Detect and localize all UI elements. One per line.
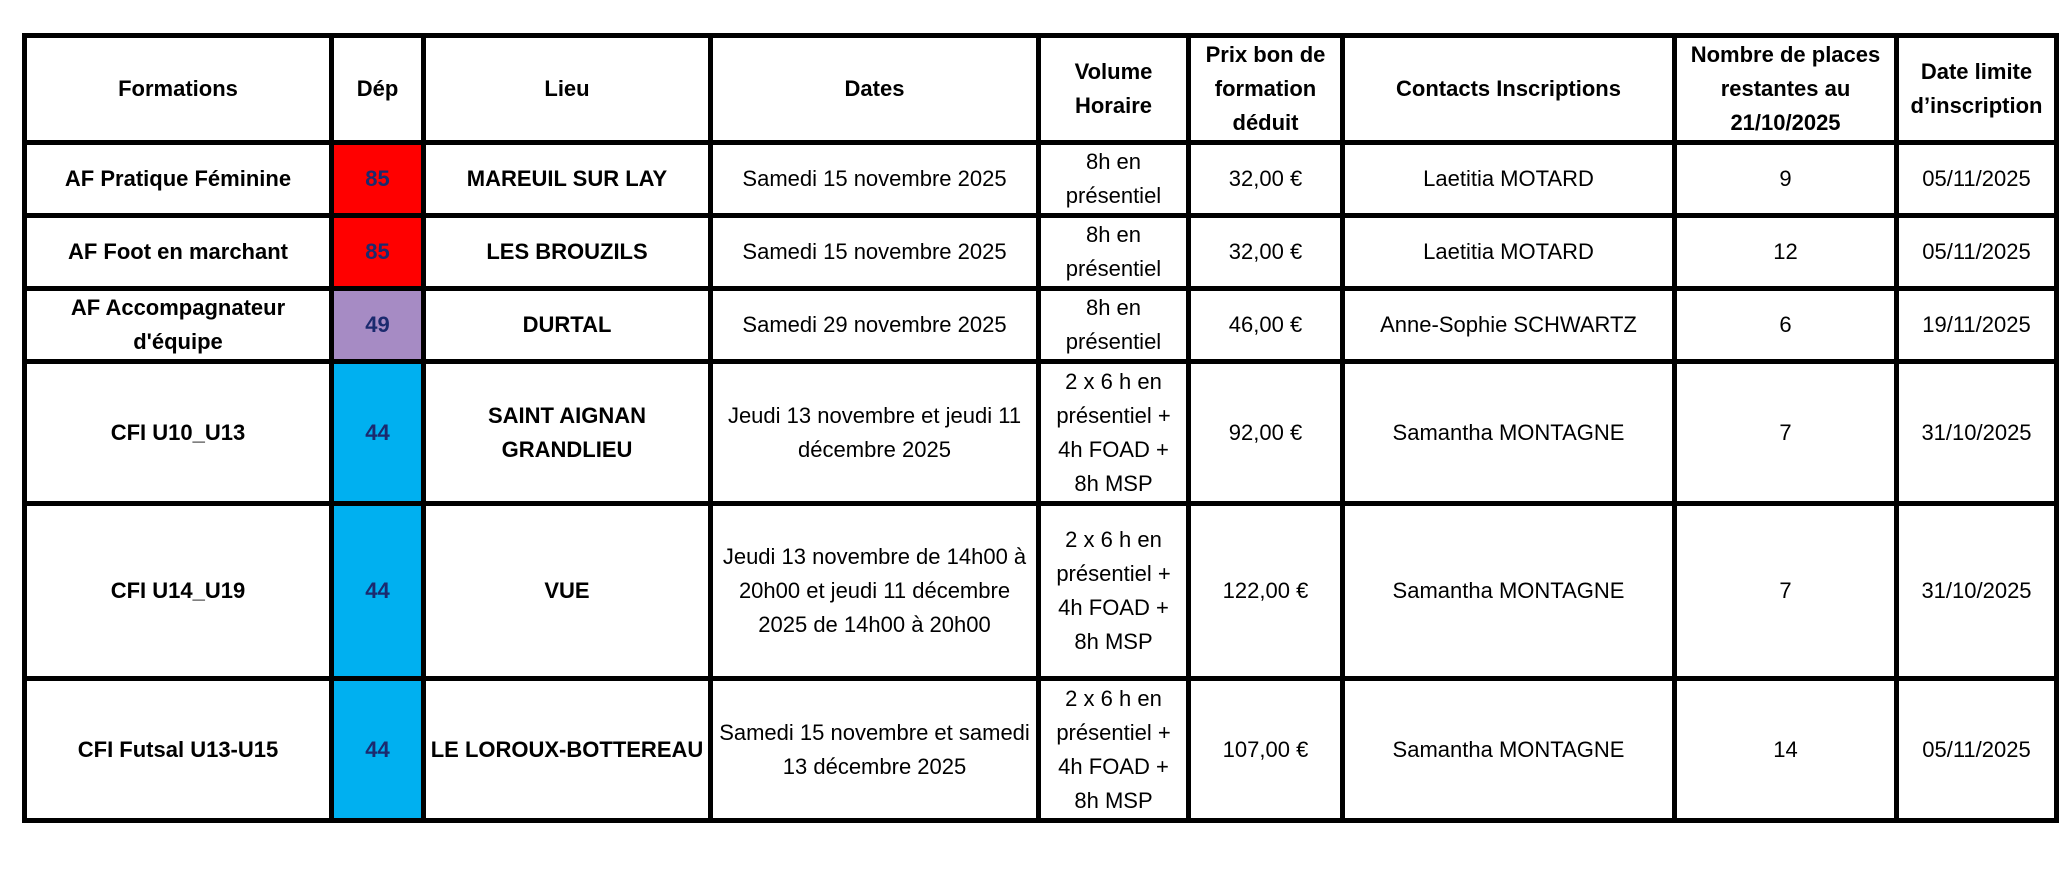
cell-places: 6 (1675, 289, 1897, 362)
cell-formation: CFI U10_U13 (25, 362, 332, 504)
cell-volume: 2 x 6 h en présentiel + 4h FOAD + 8h MSP (1039, 679, 1189, 821)
cell-prix: 92,00 € (1189, 362, 1343, 504)
cell-lieu: LES BROUZILS (424, 216, 711, 289)
table-row (25, 143, 2057, 216)
header-formations: Formations (25, 36, 332, 143)
cell-prix: 122,00 € (1189, 504, 1343, 679)
cell-prix: 46,00 € (1189, 289, 1343, 362)
cell-dep: 44 (332, 504, 424, 679)
cell-lieu: MAREUIL SUR LAY (424, 143, 711, 216)
cell-lieu: SAINT AIGNAN GRANDLIEU (424, 362, 711, 504)
cell-dep: 44 (332, 679, 424, 821)
cell-formation: CFI Futsal U13-U15 (25, 679, 332, 821)
cell-dates: Jeudi 13 novembre et jeudi 11 décembre 2025 (711, 362, 1039, 504)
table-row (25, 679, 2057, 821)
header-volume-horaire: Volume Horaire (1039, 36, 1189, 143)
cell-formation: AF Foot en marchant (25, 216, 332, 289)
cell-volume: 8h en présentiel (1039, 143, 1189, 216)
cell-places: 7 (1675, 504, 1897, 679)
cell-volume: 8h en présentiel (1039, 216, 1189, 289)
cell-lieu: DURTAL (424, 289, 711, 362)
cell-dep: 44 (332, 362, 424, 504)
cell-places: 9 (1675, 143, 1897, 216)
cell-prix: 32,00 € (1189, 143, 1343, 216)
header-places-restantes: Nombre de places restantes au 21/10/2025 (1675, 36, 1897, 143)
cell-contact: Laetitia MOTARD (1343, 216, 1675, 289)
cell-dep: 85 (332, 143, 424, 216)
cell-places: 14 (1675, 679, 1897, 821)
header-prix: Prix bon de formation déduit (1189, 36, 1343, 143)
cell-prix: 107,00 € (1189, 679, 1343, 821)
cell-date-limite: 31/10/2025 (1897, 362, 2057, 504)
cell-contact: Anne-Sophie SCHWARTZ (1343, 289, 1675, 362)
header-date-limite: Date limite d’inscription (1897, 36, 2057, 143)
cell-dates: Samedi 15 novembre 2025 (711, 216, 1039, 289)
cell-dates: Samedi 29 novembre 2025 (711, 289, 1039, 362)
header-dates: Dates (711, 36, 1039, 143)
training-schedule-table (22, 33, 2059, 823)
cell-dates: Jeudi 13 novembre de 14h00 à 20h00 et jeudi 11 décembre 2025 de 14h00 à 20h00 (711, 504, 1039, 679)
table-row (25, 216, 2057, 289)
cell-dep: 85 (332, 216, 424, 289)
cell-date-limite: 05/11/2025 (1897, 216, 2057, 289)
cell-contact: Samantha MONTAGNE (1343, 679, 1675, 821)
cell-contact: Samantha MONTAGNE (1343, 362, 1675, 504)
cell-date-limite: 05/11/2025 (1897, 679, 2057, 821)
cell-contact: Laetitia MOTARD (1343, 143, 1675, 216)
table-row (25, 289, 2057, 362)
cell-dep: 49 (332, 289, 424, 362)
cell-places: 12 (1675, 216, 1897, 289)
table-row (25, 362, 2057, 504)
cell-volume: 2 x 6 h en présentiel + 4h FOAD + 8h MSP (1039, 362, 1189, 504)
header-lieu: Lieu (424, 36, 711, 143)
cell-formation: AF Pratique Féminine (25, 143, 332, 216)
cell-prix: 32,00 € (1189, 216, 1343, 289)
cell-dates: Samedi 15 novembre et samedi 13 décembre 2025 (711, 679, 1039, 821)
cell-date-limite: 31/10/2025 (1897, 504, 2057, 679)
cell-formation: CFI U14_U19 (25, 504, 332, 679)
cell-date-limite: 05/11/2025 (1897, 143, 2057, 216)
cell-formation: AF Accompagnateur d'équipe (25, 289, 332, 362)
header-row (25, 36, 2057, 143)
header-dep: Dép (332, 36, 424, 143)
cell-date-limite: 19/11/2025 (1897, 289, 2057, 362)
cell-lieu: LE LOROUX-BOTTEREAU (424, 679, 711, 821)
cell-contact: Samantha MONTAGNE (1343, 504, 1675, 679)
cell-dates: Samedi 15 novembre 2025 (711, 143, 1039, 216)
table-row (25, 504, 2057, 679)
cell-places: 7 (1675, 362, 1897, 504)
cell-volume: 8h en présentiel (1039, 289, 1189, 362)
cell-lieu: VUE (424, 504, 711, 679)
cell-volume: 2 x 6 h en présentiel + 4h FOAD + 8h MSP (1039, 504, 1189, 679)
header-contacts: Contacts Inscriptions (1343, 36, 1675, 143)
